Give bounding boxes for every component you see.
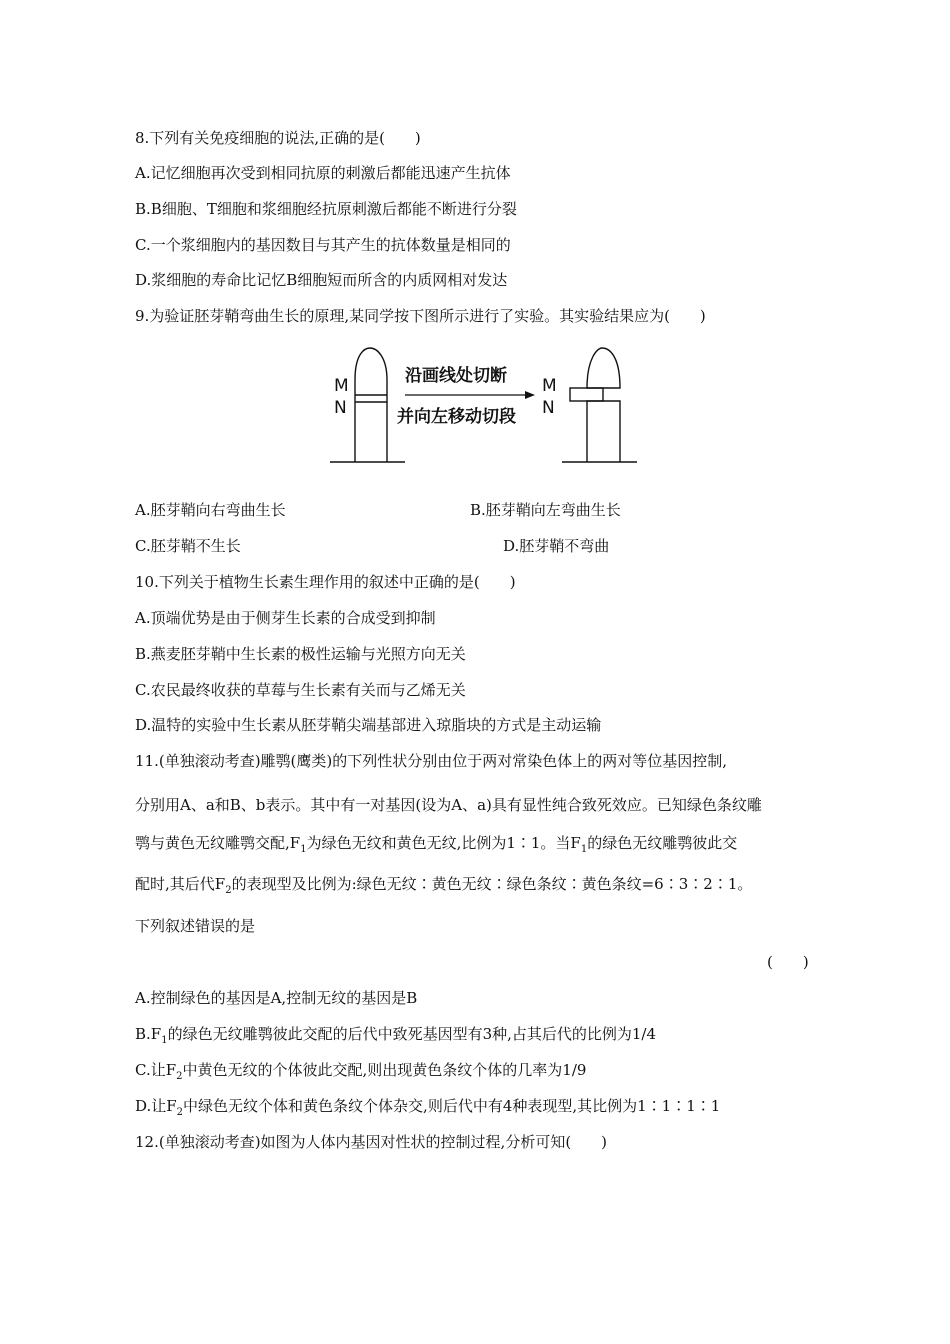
question-8-option-a: A.记忆细胞再次受到相同抗原的刺激后都能迅速产生抗体 — [135, 164, 511, 182]
question-9-option-c: C.胚芽鞘不生长 — [135, 537, 241, 555]
question-9-option-a: A.胚芽鞘向右弯曲生长 — [135, 501, 286, 519]
label-m-right: M — [542, 376, 557, 396]
question-10-option-c: C.农民最终收获的草莓与生长素有关而与乙烯无关 — [135, 681, 466, 699]
arrow-text-bottom: 并向左移动切段 — [397, 407, 516, 427]
question-11-line-5: 下列叙述错误的是 — [135, 917, 256, 935]
question-11-line-4: 配时,其后代$F_2$的表现型及比例为:绿色无纹∶黄色无纹∶绿色条纹∶黄色条纹=6∶3∶2∶1。 — [135, 875, 753, 896]
question-9-stem: 9.为验证胚芽鞘弯曲生长的原理,某同学按下图所示进行了实验。其实验结果应为( ) — [135, 307, 706, 325]
question-11-line-3: 鹗与黄色无纹雕鹗交配$,F_1$为绿色无纹和黄色无纹,比例为1∶1。当$F_1$的绿色无纹雕鹗彼此交 — [135, 834, 738, 855]
question-11-option-b: $B.F_1$的绿色无纹雕鹗彼此交配的后代中致死基因型有3种,占其后代的比例为1/4 — [135, 1025, 657, 1046]
question-10-stem: 10.下列关于植物生长素生理作用的叙述中正确的是( ) — [135, 573, 516, 591]
arrow-text-top: 沿画线处切断 — [405, 366, 507, 386]
question-8-option-d: D.浆细胞的寿命比记忆B细胞短而所含的内质网相对发达 — [135, 271, 508, 289]
question-10-option-d: D.温特的实验中生长素从胚芽鞘尖端基部进入琼脂块的方式是主动运输 — [135, 716, 602, 734]
label-m-left: M — [334, 376, 349, 396]
question-11-option-c: C.让$F_2$中黄色无纹的个体彼此交配,则出现黄色条纹个体的几率为1/9 — [135, 1061, 587, 1082]
question-10-option-b: B.燕麦胚芽鞘中生长素的极性运输与光照方向无关 — [135, 645, 466, 663]
question-8-option-b: B.B细胞、T细胞和浆细胞经抗原刺激后都能不断进行分裂 — [135, 200, 517, 218]
question-8-stem: 8.下列有关免疫细胞的说法,正确的是( ) — [135, 129, 421, 147]
question-11-line-2: 分别用A、a和B、b表示。其中有一对基因(设为A、a)具有显性纯合致死效应。已知绿色条纹雕 — [135, 796, 762, 814]
question-11-option-a: A.控制绿色的基因是A,控制无纹的基因是B — [135, 989, 418, 1007]
question-11-line-1: 11.(单独滚动考查)雕鹗(鹰类)的下列性状分别由位于两对常染色体上的两对等位基因控制, — [135, 752, 728, 770]
question-9-option-d: D.胚芽鞘不弯曲 — [503, 537, 610, 555]
question-9-option-b: B.胚芽鞘向左弯曲生长 — [470, 501, 621, 519]
question-11-option-d: D.让$F_2$中绿色无纹个体和黄色条纹个体杂交,则后代中有4种表现型,其比例为1∶1∶1∶1 — [135, 1097, 721, 1118]
question-12-stem: 12.(单独滚动考查)如图为人体内基因对性状的控制过程,分析可知( ) — [135, 1133, 608, 1151]
question-8-option-c: C.一个浆细胞内的基因数目与其产生的抗体数量是相同的 — [135, 236, 511, 254]
question-10-option-a: A.顶端优势是由于侧芽生长素的合成受到抑制 — [135, 609, 436, 627]
label-n-left: N — [334, 398, 347, 418]
right-arrow-icon — [405, 391, 535, 399]
question-11-answer-paren: ( ) — [767, 953, 809, 971]
coleoptile-experiment-figure — [325, 345, 645, 470]
label-n-right: N — [542, 398, 555, 418]
coleoptile-right — [562, 348, 637, 462]
